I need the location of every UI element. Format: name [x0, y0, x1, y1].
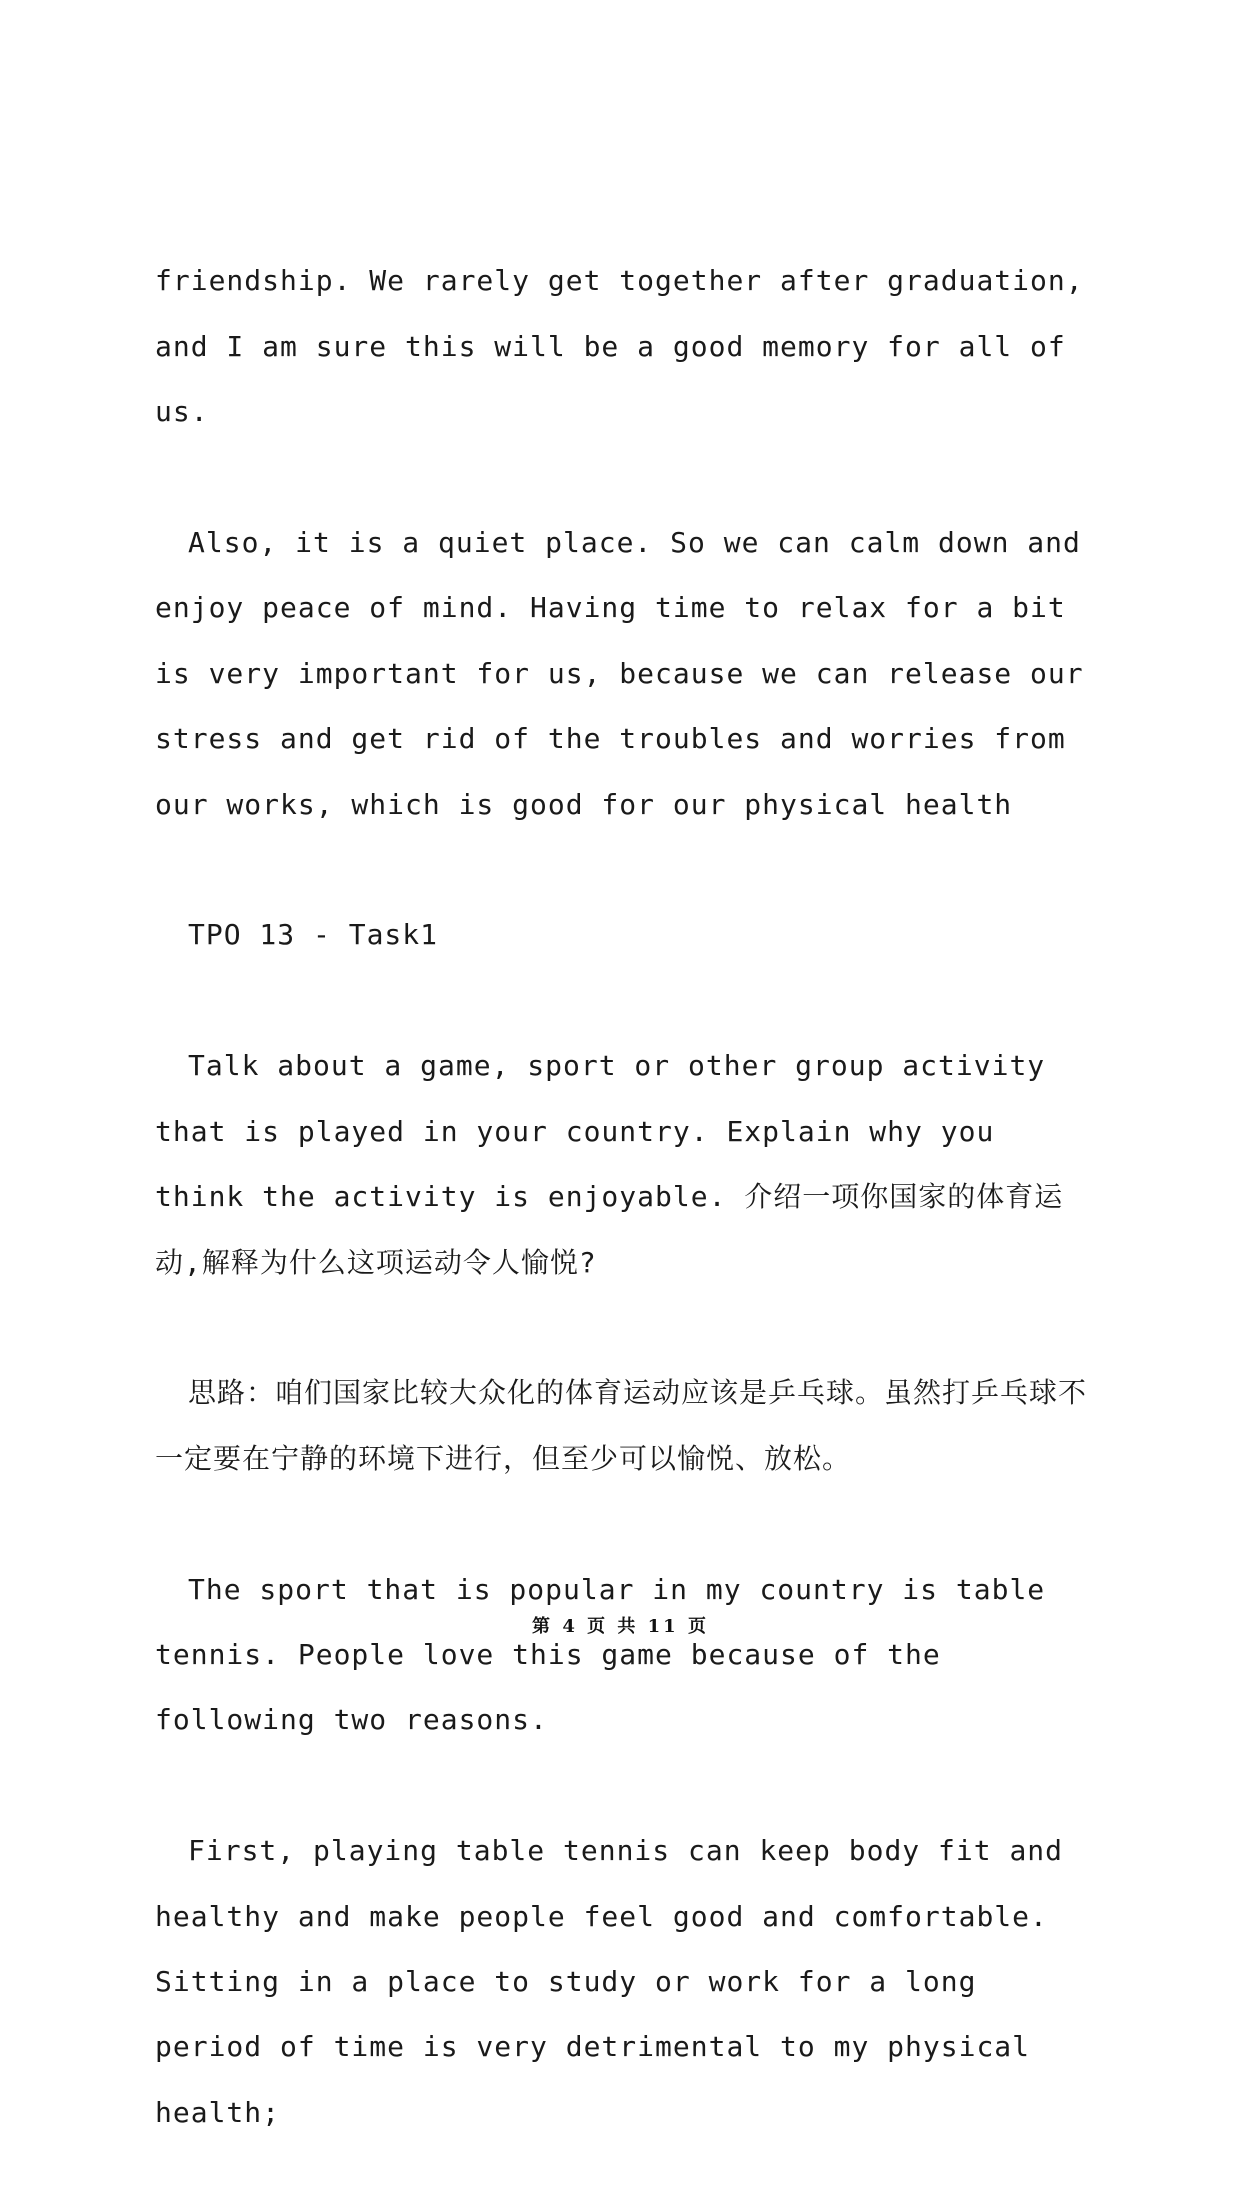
- document-body: [155, 183, 1095, 2211]
- paragraph-first-reason: First, playing table tennis can keep body fit and healthy and make people feel good and comfortable. Sitting in a place to study or work for a long period of time is very detrimental to my physical health;: [155, 1834, 1064, 2129]
- paragraph-question: Talk about a game, sport or other group activity that is played in your country. Explain why you think the activity is enjoyable. 介绍一项你国家的体育运动,解释为什么这项运动令人愉悦?: [155, 1049, 1064, 1279]
- paragraph-continuation: friendship. We rarely get together after graduation, and I am sure this will be a good memory for all of us.: [155, 264, 1084, 429]
- paragraph-answer-intro: The sport that is popular in my country is table tennis. People love this game because of the following two reasons.: [155, 1572, 1046, 1737]
- section-heading-tpo13-task1: TPO 13 - Task1: [188, 918, 439, 952]
- paragraph-quiet-place: Also, it is a quiet place. So we can calm down and enjoy peace of mind. Having time to relax for a bit is very important for us, because we can release our stress and get rid of the troubles and worries from our works, which is good for our physical health: [155, 526, 1084, 821]
- page-number-footer: 第 4 页 共 11 页: [532, 1616, 709, 1637]
- paragraph-approach: 思路：咱们国家比较大众化的体育运动应该是乒乓球。虽然打乒乓球不一定要在宁静的环境下进行，但至少可以愉悦、放松。: [155, 1376, 1088, 1475]
